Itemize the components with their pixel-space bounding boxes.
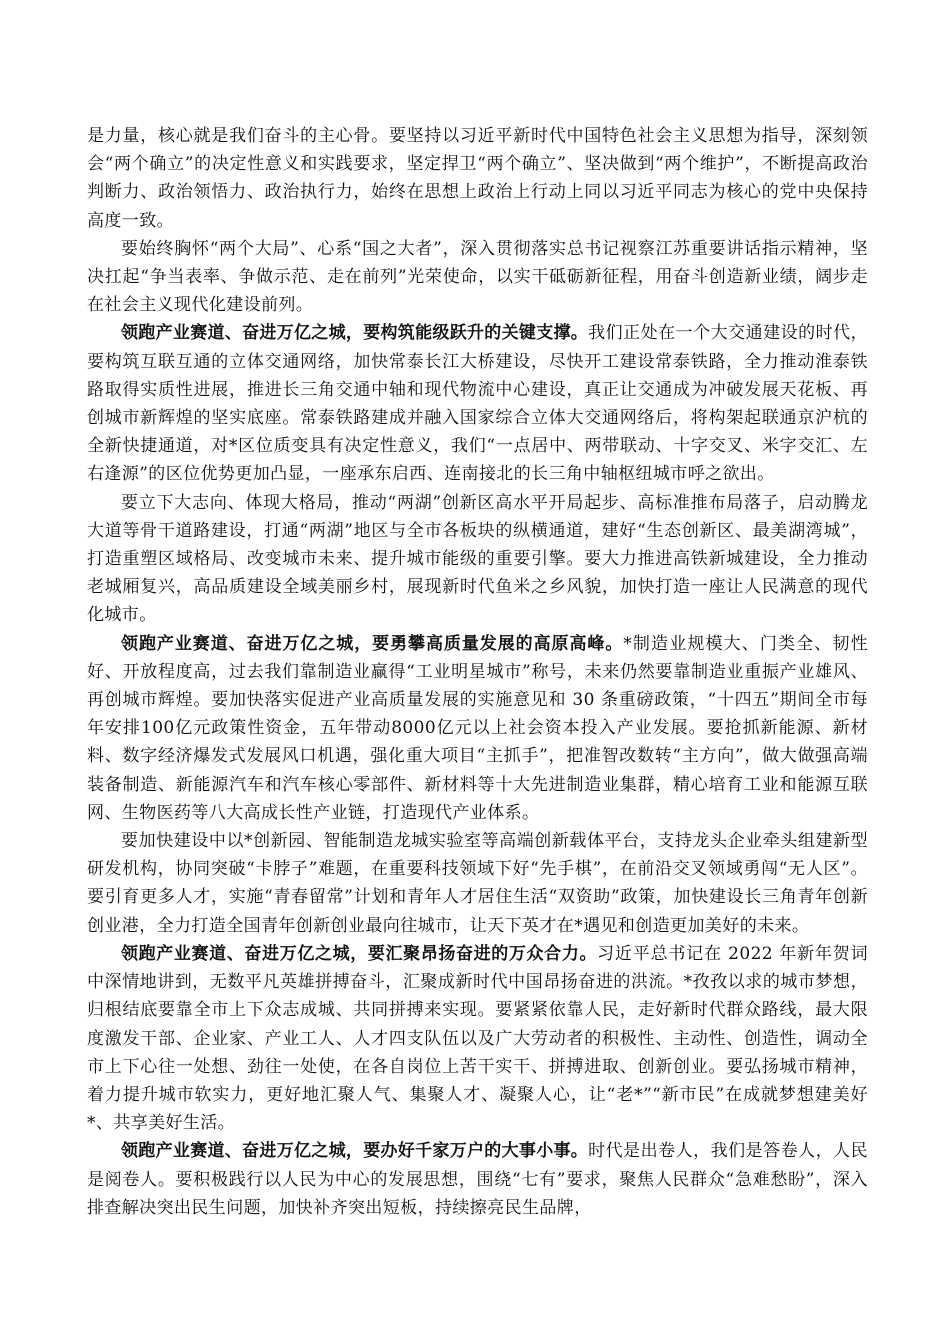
paragraph-6-text: 要加快建设中以*创新园、智能制造龙城实验室等高端创新载体平台，支持龙头企业牵头组建新型研发机构，协同突破“卡脖子”难题，在重要科技领域下好“先手棋”，在前沿交叉领域勇闯“无人区”。要引育更多人才，实施“青春留常”计划和青年人才居住生活“双资助”政策，加快建设长三角青年创新创业港，全力打造全国青年创新创业最向往城市，让天下英才在*遇见和创造更加美好的未来。 [87,831,868,936]
paragraph-7-heading: 领跑产业赛道、奋进万亿之城，要汇聚昂扬奋进的万众合力。 [121,943,598,964]
paragraph-8-heading: 领跑产业赛道、奋进万亿之城，要办好千家万户的大事小事。 [121,1141,589,1162]
paragraph-7 [87,940,868,1137]
paragraph-3 [87,319,868,488]
paragraph-8-text: 时代是出卷人，我们是答卷人，人民是阅卷人。要积极践行以人民为中心的发展思想，围绕“七有”要求，聚焦人民群众“急难愁盼”，深入排查解决突出民生问题，加快补齐突出短板，持续擦亮民生品牌， [87,1141,868,1218]
paragraph-5-heading: 领跑产业赛道、奋进万亿之城，要勇攀高质量发展的高原高峰。 [121,633,624,654]
paragraph-8 [87,1137,868,1222]
paragraph-1-text: 是力量，核心就是我们奋斗的主心骨。要坚持以习近平新时代中国特色社会主义思想为指导，深刻领会“两个确立”的决定性意义和实践要求，坚定捍卫“两个确立”、坚决做到“两个维护”，不断提高政治判断力、政治领悟力、政治执行力，始终在思想上政治上行动上同以习近平同志为核心的党中央保持高度一致。 [87,126,868,231]
paragraph-3-heading: 领跑产业赛道、奋进万亿之城，要构筑能级跃升的关键支撑。 [121,323,589,344]
paragraph-7-text: 习近平总书记在 2022 年新年贺词中深情地讲到，无数平凡英雄拼搏奋斗，汇聚成新时代中国昂扬奋进的洪流。*孜孜以求的城市梦想，归根结底要靠全市上下众志成城、共同拼搏来实现。要紧紧依靠人民，走好新时代群众路线，最大限度激发干部、企业家、产业工人、人才四支队伍以及广大劳动者的积极性、主动性、创造性，调动全市上下心往一处想、劲往一处使，在各自岗位上苦干实干、拼搏进取、创新创业。要弘扬城市精神，着力提升城市软实力，更好地汇聚人气、集聚人才、凝聚人心，让“老*”“新市民”在成就梦想建美好*、共享美好生活。 [87,943,868,1134]
paragraph-5 [87,630,868,827]
paragraph-3-text: 我们正处在一个大交通建设的时代，要构筑互联互通的立体交通网络，加快常泰长江大桥建设，尽快开工建设常泰铁路，全力推动淮泰铁路取得实质性进展，推进长三角交通中轴和现代物流中心建设，真正让交通成为冲破发展天花板、再创城市新辉煌的坚实底座。常泰铁路建成并融入国家综合立体大交通网络后，将构架起联通京沪杭的全新快捷通道，对*区位质变具有决定性意义，我们“一点居中、两带联动、十字交叉、米字交汇、左右逢源”的区位优势更加凸显，一座承东启西、连南接北的长三角中轴枢纽城市呼之欲出。 [87,323,868,485]
paragraph-2 [87,235,868,320]
paragraph-6 [87,827,868,940]
paragraph-4-text: 要立下大志向、体现大格局，推动“两湖”创新区高水平开局起步、高标准推布局落子，启动腾龙大道等骨干道路建设，打通“两湖”地区与全市各板块的纵横通道，建好“生态创新区、最美湖湾城”，打造重塑区域格局、改变城市未来、提升城市能级的重要引擎。要大力推进高铁新城建设，全力推动老城厢复兴，高品质建设全域美丽乡村，展现新时代鱼米之乡风貌，加快打造一座让人民满意的现代化城市。 [87,492,868,626]
paragraph-2-text: 要始终胸怀“两个大局”、心系“国之大者”，深入贯彻落实总书记视察江苏重要讲话指示精神，坚决扛起“争当表率、争做示范、走在前列”光荣使命，以实干砥砺新征程，用奋斗创造新业绩，阔步走在社会主义现代化建设前列。 [87,238,868,316]
paragraph-5-text: *制造业规模大、门类全、韧性好、开放程度高，过去我们靠制造业赢得“工业明星城市”称号，未来仍然要靠制造业重振产业雄风、再创城市辉煌。要加快落实促进产业高质量发展的实施意见和 30 条重磅政策，“十四五”期间全市每年安排100亿元政策性资金，五年带动8000亿元以上社会资本投入产业发展。要抢抓新能源、新材料、数字经济爆发式发展风口机遇，强化重大项目“主抓手”，把准智改数转“主方向”，做大做强高端装备制造、新能源汽车和汽车核心零部件、新材料等十大先进制造业集群，精心培育工业和能源互联网、生物医药等八大高成长性产业链，打造现代产业体系。 [87,633,868,823]
paragraph-1 [87,122,868,235]
paragraph-4 [87,489,868,630]
